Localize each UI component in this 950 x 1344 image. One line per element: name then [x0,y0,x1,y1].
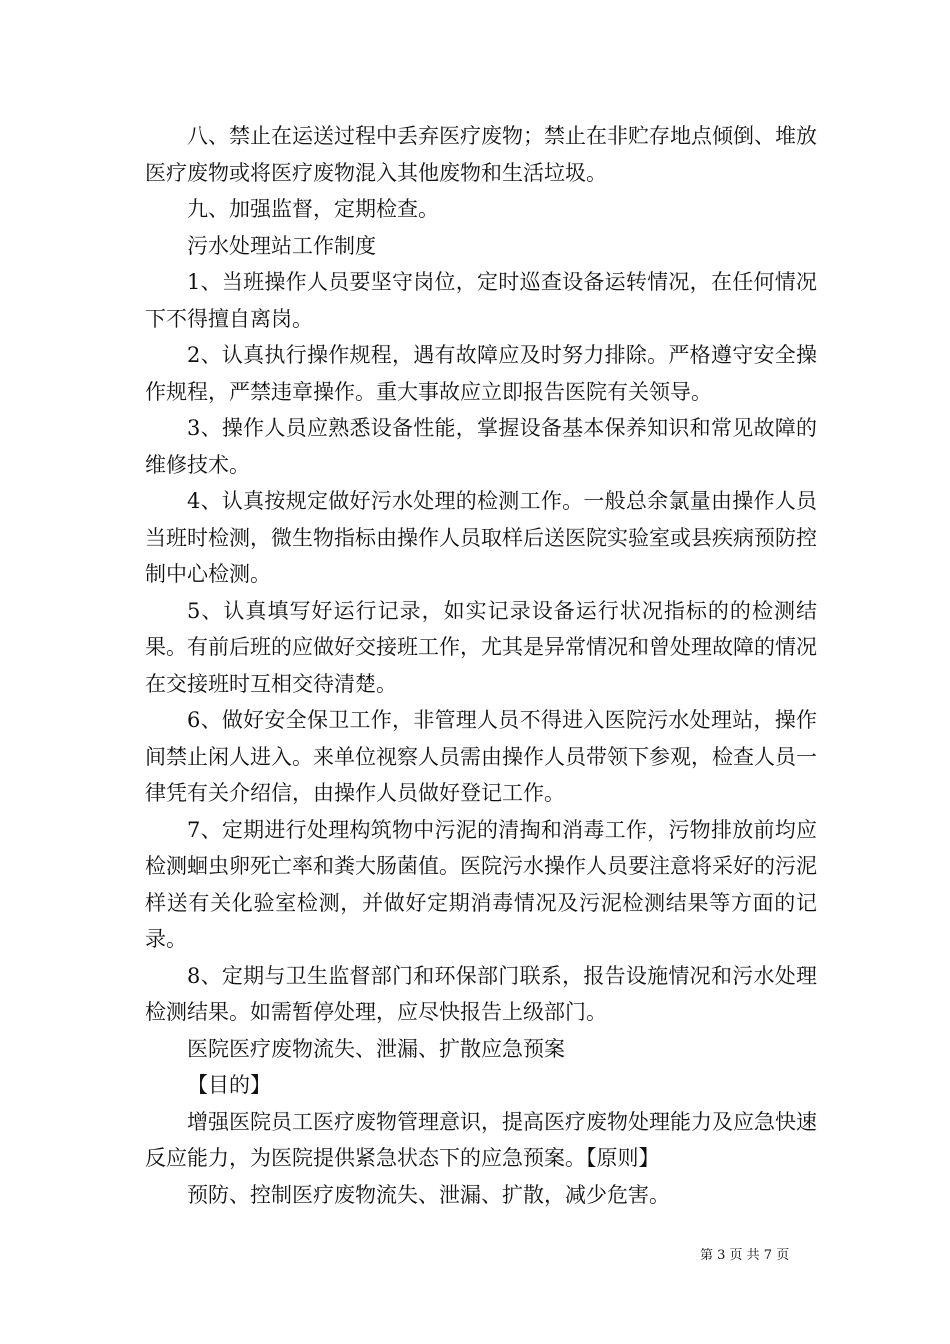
paragraph-rule-6: 6、做好安全保卫工作，非管理人员不得进入医院污水处理站，操作间禁止闲人进入。来单位视察人员需由操作人员带领下参观，检查人员一律凭有关介绍信，由操作人员做好登记工作。 [145,708,817,805]
subheading-purpose: 【目的】 [187,1073,271,1097]
section-heading-emergency-plan: 医院医疗废物流失、泄漏、扩散应急预案 [187,1036,565,1061]
paragraph-rule-3: 3、操作人员应熟悉设备性能，掌握设备基本保养知识和常见故障的维修技术。 [145,416,817,477]
paragraph-item-9: 九、加强监督，定期检查。 [187,197,439,221]
paragraph-rule-2: 2、认真执行操作规程，遇有故障应及时努力排除。严格遵守安全操作规程，严禁违章操作。重大事故应立即报告医院有关领导。 [145,343,817,404]
page-number: 第 3 页 共 7 页 [700,1248,790,1263]
section-heading-sewage-station: 污水处理站工作制度 [187,233,376,258]
paragraph-rule-1: 1、当班操作人员要坚守岗位，定时巡查设备运转情况，在任何情况下不得擅自离岗。 [145,270,817,331]
paragraph-principle: 预防、控制医疗废物流失、泄漏、扩散，减少危害。 [187,1182,670,1207]
paragraph-rule-8: 8、定期与卫生监督部门和环保部门联系，报告设施情况和污水处理检测结果。如需暂停处理，应尽快报告上级部门。 [145,963,817,1024]
paragraph-rule-5: 5、认真填写好运行记录，如实记录设备运行状况指标的的检测结果。有前后班的应做好交接班工作，尤其是异常情况和曾处理故障的情况在交接班时互相交待清楚。 [145,598,817,696]
paragraph-purpose: 增强医院员工医疗废物管理意识，提高医疗废物处理能力及应急快速反应能力，为医院提供紧急状态下的应急预案。【原则】 [145,1109,817,1170]
document-body [145,118,817,1213]
paragraph-rule-4: 4、认真按规定做好污水处理的检测工作。一般总余氯量由操作人员当班时检测，微生物指标由操作人员取样后送医院实验室或县疾病预防控制中心检测。 [145,489,817,586]
paragraph-item-8: 八、禁止在运送过程中丢弃医疗废物；禁止在非贮存地点倾倒、堆放医疗废物或将医疗废物混入其他废物和生活垃圾。 [145,124,817,185]
paragraph-rule-7: 7、定期进行处理构筑物中污泥的清掏和消毒工作，污物排放前均应检测蛔虫卵死亡率和粪大肠菌值。医院污水操作人员要注意将采好的污泥样送有关化验室检测，并做好定期消毒情况及污泥检测结果等方面的记录。 [145,817,817,951]
